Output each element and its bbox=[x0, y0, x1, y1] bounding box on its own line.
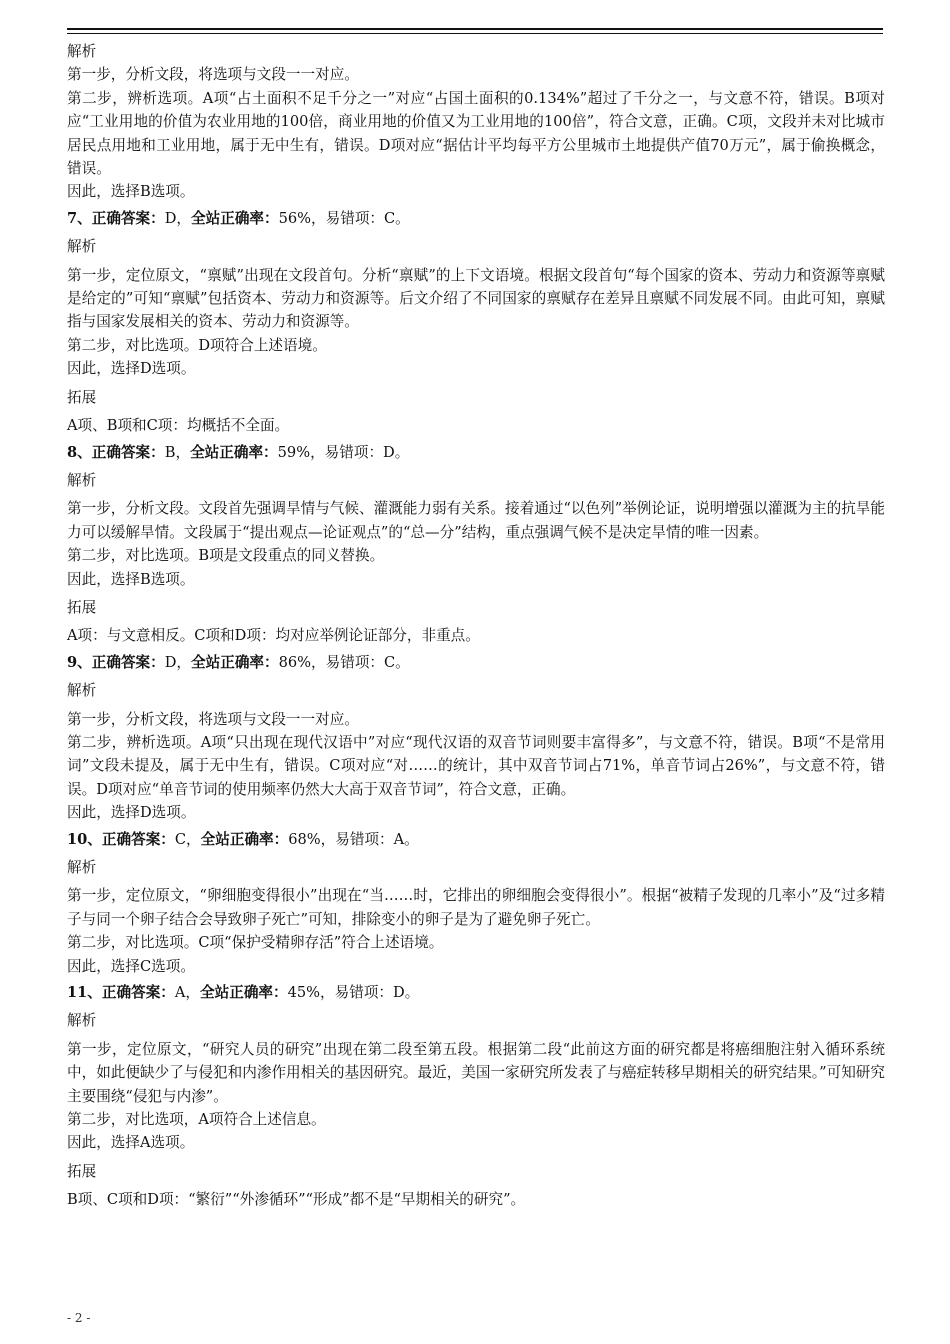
extension-label: 拓展 bbox=[67, 388, 97, 406]
document-body bbox=[67, 40, 885, 1212]
analysis-line: 第二步，辨析选项。A项“只出现在现代汉语中”对应“现代汉语的双音节词则要丰富得多”，与文意不符，错误。B项“不是常用词”文段未提及，属于无中生有，错误。C项对应“对……的统计，其中双音节词占71%，单音节词占26%”，与文意不符，错误。D项对应“单音节词的使用频率仍然大大高于双音节词”，符合文意，正确。 bbox=[67, 733, 885, 798]
extension-label: 拓展 bbox=[67, 598, 97, 616]
extension-label: 拓展 bbox=[67, 1162, 97, 1180]
analysis-line: 因此，选择D选项。 bbox=[67, 804, 196, 822]
question-header-9: 9、正确答案：D，全站正确率：86%，易错项：C。 bbox=[67, 653, 410, 671]
analysis-line: 因此，选择B选项。 bbox=[67, 570, 195, 588]
analysis-label: 解析 bbox=[67, 43, 97, 60]
analysis-line: 第二步，对比选项。C项“保护受精卵存活”符合上述语境。 bbox=[67, 934, 444, 952]
analysis-line: 因此，选择A选项。 bbox=[67, 1134, 195, 1152]
question-header-10: 10、正确答案：C，全站正确率：68%，易错项：A。 bbox=[67, 830, 419, 848]
question-header-8: 8、正确答案：B，全站正确率：59%，易错项：D。 bbox=[67, 443, 410, 461]
analysis-label: 解析 bbox=[67, 471, 97, 489]
analysis-line: 第一步，分析文段，将选项与文段一一对应。 bbox=[67, 710, 359, 728]
extension-line: A项：与文意相反。C项和D项：均对应举例论证部分，非重点。 bbox=[67, 627, 480, 645]
extension-line: A项、B项和C项：均概括不全面。 bbox=[67, 417, 290, 435]
page-number: - 2 - bbox=[67, 1311, 91, 1325]
header-rule-thick bbox=[67, 28, 883, 30]
analysis-label: 解析 bbox=[67, 238, 97, 256]
question-header-11: 11、正确答案：A，全站正确率：45%，易错项：D。 bbox=[67, 984, 420, 1002]
analysis-line: 因此，选择B选项。 bbox=[67, 183, 195, 201]
analysis-line: 第一步，定位原文，“研究人员的研究”出现在第二段至第五段。根据第二段“此前这方面的研究都是将癌细胞注射入循环系统中，如此便缺少了与侵犯和内渗作用相关的基因研究。最近，美国一家研究所发表了与癌症转移早期相关的研究结果。”可知研究主要围绕“侵犯与内渗”。 bbox=[67, 1040, 885, 1105]
analysis-line: 第一步，分析文段，将选项与文段一一对应。 bbox=[67, 66, 359, 84]
analysis-label: 解析 bbox=[67, 1012, 97, 1030]
analysis-line: 第一步，定位原文，“卵细胞变得很小”出现在“当……时，它排出的卵细胞会变得很小”。根据“被精子发现的几率小”及“过多精子与同一个卵子结合会导致卵子死亡”可知，排除变小的卵子是为了避免卵子死亡。 bbox=[67, 887, 885, 928]
analysis-label: 解析 bbox=[67, 859, 97, 876]
analysis-line: 因此，选择C选项。 bbox=[67, 957, 195, 975]
question-header-7: 7、正确答案：D，全站正确率：56%，易错项：C。 bbox=[67, 209, 410, 227]
analysis-line: 第二步，辨析选项。A项“占土面积不足千分之一”对应“占国土面积的0.134%”超过了千分之一，与文意不符，错误。B项对应“工业用地的价值为农业用地的100倍，商业用地的价值又为工业用地的100倍”，符合文意，正确。C项，文段并未对比城市居民点用地和工业用地，属于无中生有，错误。D项对应“据估计平均每平方公里城市土地提供产值70万元”，属于偷换概念，错误。 bbox=[67, 89, 885, 178]
analysis-line: 第一步，定位原文，“禀赋”出现在文段首句。分析“禀赋”的上下文语境。根据文段首句“每个国家的资本、劳动力和资源等禀赋是给定的”可知“禀赋”包括资本、劳动力和资源等。后文介绍了不同国家的禀赋存在差异且禀赋不同发展不同。由此可知，禀赋指与国家发展相关的资本、劳动力和资源等。 bbox=[67, 266, 885, 331]
extension-line: B项、C项和D项：“繁衍”“外渗循环”“形成”都不是“早期相关的研究”。 bbox=[67, 1191, 526, 1209]
analysis-line: 因此，选择D选项。 bbox=[67, 360, 196, 378]
analysis-line: 第二步，对比选项。D项符合上述语境。 bbox=[67, 336, 327, 354]
header-rule-thin bbox=[67, 33, 883, 34]
analysis-line: 第一步，分析文段。文段首先强调旱情与气候、灌溉能力弱有关系。接着通过“以色列”举例论证，说明增强以灌溉为主的抗旱能力可以缓解旱情。文段属于“提出观点—论证观点”的“总—分”结构，重点强调气候不是决定旱情的唯一因素。 bbox=[67, 500, 885, 541]
analysis-line: 第二步，对比选项。B项是文段重点的同义替换。 bbox=[67, 547, 385, 565]
analysis-label: 解析 bbox=[67, 682, 97, 700]
analysis-line: 第二步，对比选项，A项符合上述信息。 bbox=[67, 1111, 326, 1129]
